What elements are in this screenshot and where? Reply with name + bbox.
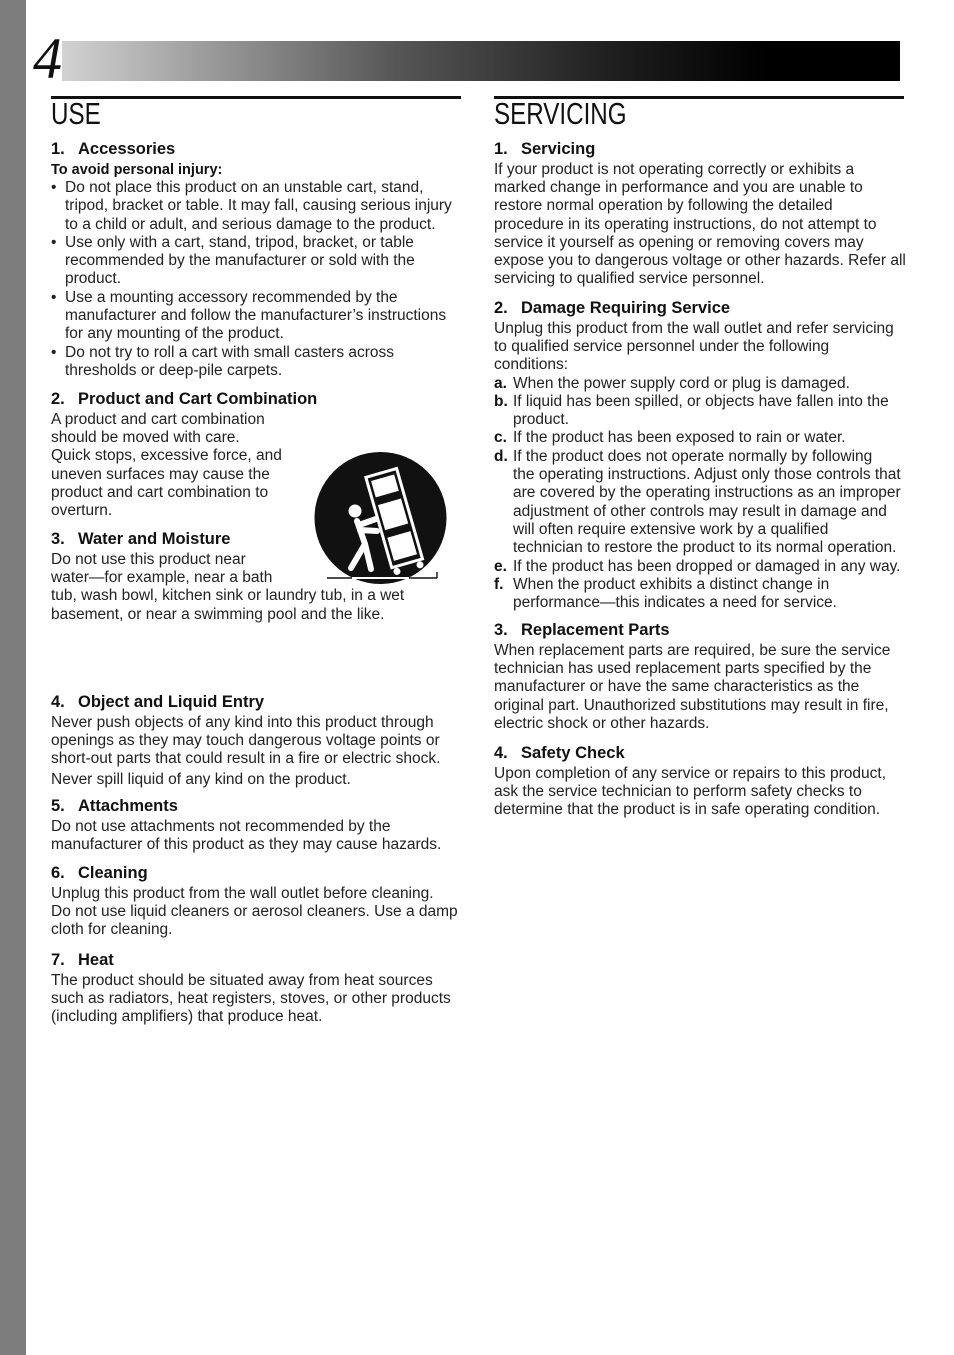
- section-damage-requiring-service: [494, 298, 914, 612]
- body-line: overturn.: [51, 502, 113, 520]
- list-item: [494, 375, 914, 393]
- section-replacement-parts: [494, 620, 914, 733]
- bullet-symbol: •: [51, 233, 57, 251]
- bullet-item: [51, 234, 471, 289]
- section-number: 3.: [51, 530, 65, 548]
- body-line: short-out parts that could result in a fire or electric shock.: [51, 750, 441, 768]
- section-title: Product and Cart Combination: [78, 390, 318, 408]
- body-line: manufacturer and follow the manufacturer’s instructions: [65, 307, 447, 325]
- bullet-item: [51, 289, 471, 344]
- body-line: will often require extensive work by a qualified: [513, 520, 829, 538]
- section-number: 4.: [51, 693, 65, 711]
- section-heading: [51, 950, 471, 972]
- use-title: USE: [51, 96, 101, 131]
- section-number: 4.: [494, 744, 508, 762]
- body-line: If liquid has been spilled, or objects have fallen into the: [513, 392, 889, 410]
- section-accessories: [51, 139, 471, 380]
- section-servicing: [494, 139, 914, 289]
- section-number: 1.: [494, 140, 508, 158]
- body-line: performance—this indicates a need for service.: [513, 594, 837, 612]
- section-cleaning: [51, 863, 471, 940]
- body-line: service it yourself as opening or removing covers may: [494, 233, 864, 251]
- body-line: such as radiators, heat registers, stoves, or other products: [51, 990, 451, 1007]
- body-line: Quick stops, excessive force, and: [51, 447, 282, 465]
- body-line: manufacturer of this product as they may cause hazards.: [51, 836, 442, 853]
- section-safety-check: [494, 743, 914, 820]
- section-number: 6.: [51, 864, 65, 882]
- body-line: Never push objects of any kind into this product through: [51, 713, 434, 731]
- list-label: a.: [494, 374, 507, 392]
- section-number: 2.: [51, 390, 65, 408]
- body-line: restore normal operation by following the detailed: [494, 197, 833, 215]
- section-object-liquid: [51, 692, 471, 789]
- body-line: If your product is not operating correctly or exhibits a: [494, 160, 855, 178]
- body-line: Use a mounting accessory recommended by the: [65, 288, 398, 306]
- body-line: servicing to qualified service personnel.: [494, 270, 765, 288]
- body-line: When the power supply cord or plug is damaged.: [513, 374, 850, 392]
- body-line: the operating instructions. Adjust only those controls that: [513, 466, 901, 484]
- bullet-item: [51, 179, 471, 234]
- paragraph: [51, 771, 471, 789]
- body-line: marked change in performance and you are unable to: [494, 179, 863, 196]
- body-line: are covered by the operating instructions as an improper: [513, 484, 901, 502]
- body-line: basement, or near a swimming pool and the like.: [51, 605, 385, 623]
- body-line: Do not try to roll a cart with small casters across: [65, 343, 395, 361]
- body-line: water—for example, near a bath: [51, 569, 273, 586]
- section-heading: [51, 139, 471, 161]
- list-item: [494, 576, 914, 613]
- section-attachments: [51, 796, 471, 854]
- body-line: A product and cart combination: [51, 410, 265, 428]
- body-line: Use only with a cart, stand, tripod, bracket, or table: [65, 233, 414, 251]
- body-line: to qualified service personnel under the following: [494, 338, 830, 355]
- section-heading: [494, 298, 914, 320]
- section-number: 7.: [51, 951, 65, 969]
- bullet-symbol: •: [51, 179, 57, 196]
- body-line: to a child or adult, and serious damage to the product.: [65, 215, 436, 233]
- body-line: openings as they may touch dangerous voltage points or: [51, 732, 440, 749]
- body-line: If the product does not operate normally by following: [513, 447, 873, 465]
- body-line: Do not use this product near: [51, 550, 246, 568]
- list-label: f.: [494, 575, 504, 593]
- subheading: To avoid personal injury:: [51, 161, 223, 178]
- section-title: Safety Check: [521, 744, 625, 762]
- paragraph: [51, 714, 471, 769]
- bullet-symbol: •: [51, 288, 57, 306]
- section-title: Cleaning: [78, 864, 148, 882]
- body-line: determine that the product is in safe operating condition.: [494, 801, 881, 819]
- list-label: b.: [494, 392, 508, 410]
- section-heading: [51, 796, 471, 818]
- body-line: expose you to dangerous voltage or other hazards. Refer all: [494, 252, 906, 270]
- body-line: product.: [65, 270, 122, 288]
- body-line: Unplug this product from the wall outlet before cleaning.: [51, 884, 434, 902]
- body-line: Upon completion of any service or repairs to this product,: [494, 764, 886, 782]
- body-line: cloth for cleaning.: [51, 921, 173, 939]
- body-line: tripod, bracket or table. It may fall, causing serious injury: [65, 197, 452, 215]
- section-title: Water and Moisture: [78, 530, 231, 548]
- servicing-title: SERVICING: [494, 96, 627, 131]
- body-line: thresholds or deep-pile carpets.: [65, 361, 283, 379]
- section-title: Damage Requiring Service: [521, 299, 731, 317]
- section-title: Attachments: [78, 797, 178, 815]
- section-title: Object and Liquid Entry: [78, 693, 265, 711]
- section-title: Accessories: [78, 140, 176, 158]
- section-number: 5.: [51, 797, 65, 815]
- body-line: procedure in its operating instructions, do not attempt to: [494, 215, 877, 233]
- header-gradient-bar: [62, 41, 900, 81]
- section-heading: [494, 139, 914, 161]
- body-line: When the product exhibits a distinct change in: [513, 575, 830, 593]
- body-line: product and cart combination to: [51, 483, 269, 501]
- body-line: tub, wash bowl, kitchen sink or laundry tub, in a wet: [51, 587, 405, 605]
- section-number: 2.: [494, 299, 508, 317]
- section-heading: [494, 620, 914, 642]
- page-edge-strip: [0, 0, 26, 1355]
- section-heading: [51, 389, 471, 411]
- bullet-item: [51, 344, 471, 381]
- section-heat: [51, 950, 471, 1027]
- page-number: 4: [33, 26, 62, 91]
- list-label: d.: [494, 447, 508, 465]
- body-line: recommended by the manufacturer or sold with the: [65, 252, 415, 270]
- body-line: electric shock or other hazards.: [494, 714, 710, 732]
- heading-rule: [51, 96, 461, 99]
- section-number: 1.: [51, 140, 65, 158]
- list-label: e.: [494, 557, 507, 575]
- section-heading: [494, 743, 914, 765]
- body-line: Do not place this product on an unstable cart, stand,: [65, 179, 424, 196]
- body-line: product.: [513, 411, 570, 429]
- body-line: technician has used replacement parts specified by the: [494, 660, 872, 677]
- body-line: uneven surfaces may cause the: [51, 465, 270, 483]
- section-title: Heat: [78, 951, 114, 969]
- section-title: Servicing: [521, 140, 596, 158]
- body-line: Never spill liquid of any kind on the product.: [51, 770, 351, 788]
- body-line: original part. Unauthorized substitutions may result in fire,: [494, 696, 889, 714]
- section-heading: [51, 863, 471, 885]
- body-line: Do not use liquid cleaners or aerosol cleaners. Use a damp: [51, 903, 458, 920]
- list-item: [494, 393, 914, 430]
- list-item: [494, 429, 914, 447]
- body-line: (including amplifiers) that produce heat.: [51, 1008, 323, 1026]
- body-line: Unplug this product from the wall outlet and refer servicing: [494, 319, 894, 337]
- body-line: conditions:: [494, 356, 569, 374]
- section-heading: [51, 692, 471, 714]
- cart-warning-icon: [313, 451, 449, 587]
- list-item: [494, 558, 914, 576]
- section-title: Replacement Parts: [521, 621, 670, 639]
- body-line: technician to restore the product to its normal operation.: [513, 539, 897, 557]
- body-line: adjustment of other controls may result in damage and: [513, 502, 887, 520]
- list-label: c.: [494, 429, 507, 447]
- body-line: ask the service technician to perform safety checks to: [494, 783, 862, 800]
- body-line: If the product has been exposed to rain or water.: [513, 429, 846, 447]
- body-line: should be moved with care.: [51, 429, 240, 446]
- section-number: 3.: [494, 621, 508, 639]
- body-line: The product should be situated away from heat sources: [51, 971, 433, 989]
- body-line: manufacturer or have the same characteristics as the: [494, 678, 860, 696]
- body-line: Do not use attachments not recommended by the: [51, 817, 391, 835]
- list-item: [494, 448, 914, 558]
- body-line: for any mounting of the product.: [65, 325, 284, 343]
- body-line: When replacement parts are required, be sure the service: [494, 641, 891, 659]
- bullet-symbol: •: [51, 343, 57, 361]
- body-line: If the product has been dropped or damaged in any way.: [513, 557, 901, 575]
